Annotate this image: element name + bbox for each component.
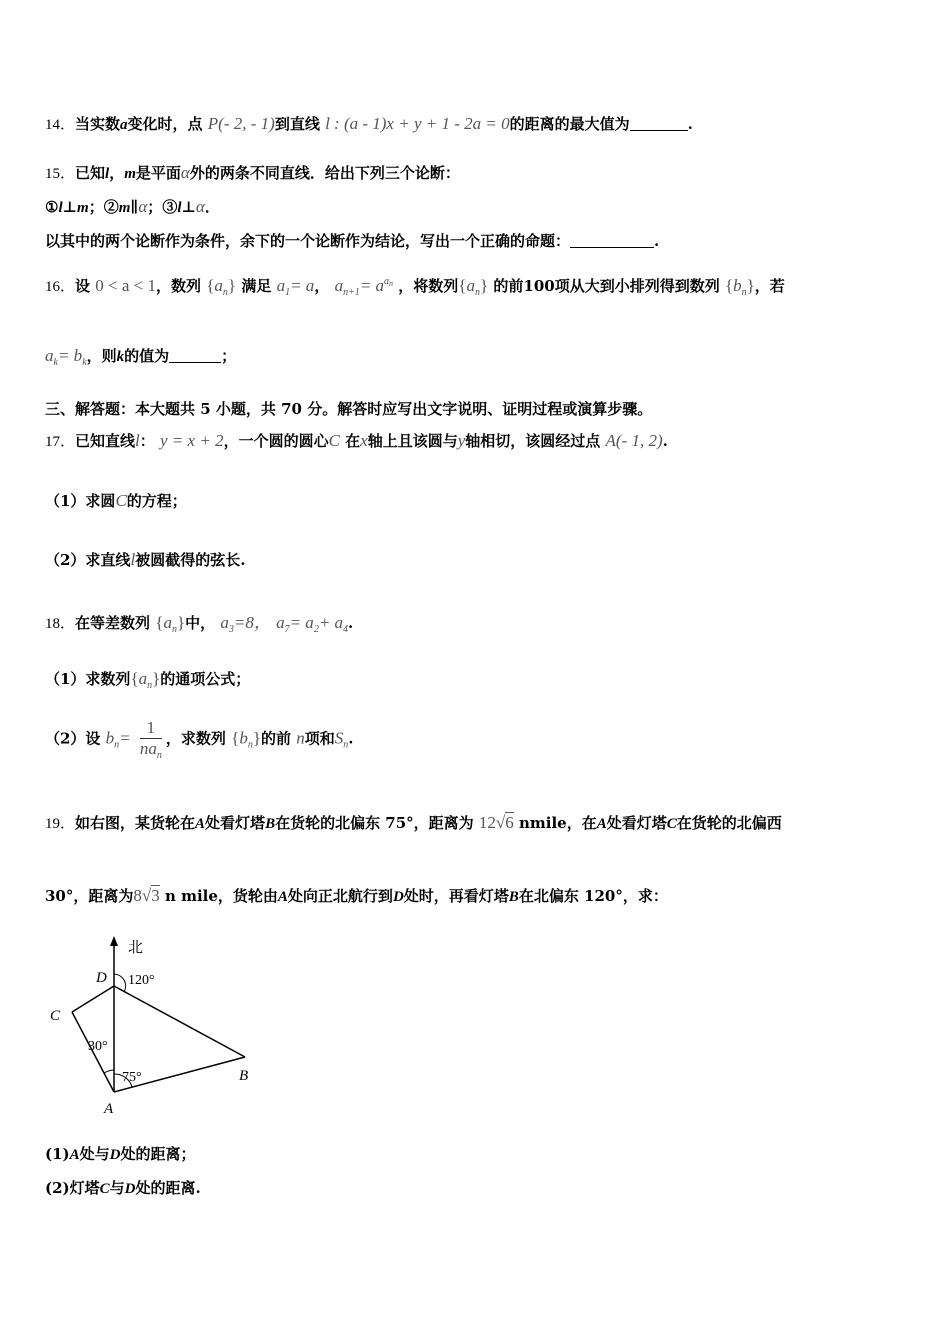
question-17: 17．已知直线l： y = x + 2，一个圆的圆心C 在x轴上且该圆与y轴相切，该圆经过点 A(- 1, 2).	[45, 431, 668, 450]
question-15-prompt: 以其中的两个论断作为条件，余下的一个论断作为结论，写出一个正确的命题： .	[45, 232, 660, 250]
answer-blank	[630, 116, 688, 131]
label-A: A	[104, 1101, 114, 1117]
question-19-sub1: (1)A处与D处的距离；	[45, 1145, 196, 1163]
angle-arc-30	[104, 1070, 114, 1073]
question-19-cont: 30°，距离为8√3 n mile，货轮由A处向正北航行到D处时，再看灯塔B在北偏东 120°，求：	[45, 886, 668, 905]
line-equation: l : (a - 1)x + y + 1 - 2a = 0	[325, 114, 510, 133]
question-14: 14．当实数a变化时，点 P(- 2, - 1)到直线 l : (a - 1)x + y + 1 - 2a = 0的距离的最大值为 .	[45, 114, 693, 133]
angle-120-label: 120°	[128, 973, 155, 988]
question-16: 16．设 0 < a < 1，数列 $\{a_n\}$ 满足 $a_1= a$， $a_{n+1}= a^{an}$ ，将数列$\{a_n\}$ 的前100项从大到小排列得到数列 $\{b_n\}$，若	[45, 276, 785, 298]
north-label: 北	[128, 940, 144, 956]
question-15: 15．已知l，m是平面α外的两条不同直线．给出下列三个论断：	[45, 163, 460, 182]
question-17-part1: （1）求圆C的方程；	[45, 491, 187, 510]
navigation-diagram	[40, 930, 280, 1120]
angle-30-label: 30°	[88, 1039, 108, 1054]
label-C: C	[50, 1008, 61, 1024]
question-18-part1: （1）求数列$\{a_n\}$的通项公式；	[45, 669, 251, 691]
segment-DB	[114, 986, 245, 1057]
point-p: P(- 2, - 1)	[207, 114, 275, 133]
question-16-cont: $a_k= b_k$，则k的值为 ；	[45, 346, 237, 368]
answer-blank	[570, 233, 654, 248]
segment-CD	[72, 986, 114, 1012]
question-15-statements: ①l⊥m；②m∥α；③l⊥α．	[45, 197, 220, 216]
label-B: B	[239, 1068, 249, 1084]
question-17-part2: （2）求直线l被圆截得的弦长.	[45, 550, 246, 569]
question-18-part2: （2）设 $b_n=$ $\frac{1}{na_n}$ ，求数列 $\{b_n\}$的前 n项和$S_n$.	[45, 718, 354, 761]
question-19: 19．如右图，某货轮在A处看灯塔B在货轮的北偏东 75°，距离为 12√6 nmile，在A处看灯塔C在货轮的北偏西	[45, 813, 782, 832]
label-D: D	[96, 970, 107, 986]
question-18: 18．在等差数列 $\{a_n\}$中， $a_3=8$， $a_7= a_2+ a_4$.	[45, 613, 354, 635]
north-arrowhead	[110, 936, 118, 946]
section-3-heading: 三、解答题：本大题共 5 小题，共 70 分。解答时应写出文字说明、证明过程或演算步骤。	[45, 400, 653, 418]
fraction: $\frac{1}{na_n}$	[139, 718, 162, 761]
answer-blank	[169, 348, 221, 363]
angle-75-label: 75°	[122, 1070, 142, 1085]
question-19-sub2: (2)灯塔C与D处的距离.	[45, 1179, 201, 1197]
